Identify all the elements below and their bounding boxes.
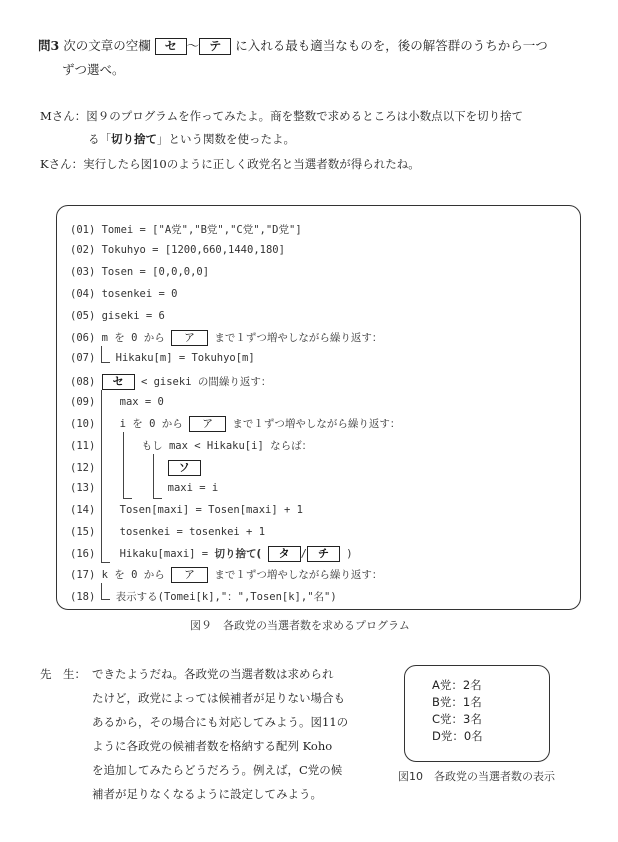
code-line-04: (04) tosenkei = 0 <box>70 288 178 300</box>
blank-a-box-2: ア <box>189 416 226 432</box>
question-text-after: に入れる最も適当なものを，後の解答群のうちから一つ <box>235 38 548 53</box>
blank-a-box-3: ア <box>171 567 208 583</box>
code-06-b: まで１ずつ増やしながら繰り返す： <box>214 332 383 344</box>
loop-bar-08 <box>101 390 110 563</box>
fig10-row-d: D党：0名 <box>432 729 483 743</box>
loop-bar-10 <box>123 432 132 499</box>
code-13: maxi = i <box>167 482 219 494</box>
code-13-no: (13) <box>70 482 96 494</box>
code-line-15 <box>70 526 265 538</box>
code-line-06 <box>70 330 382 346</box>
question-text-before: 次の文章の空欄 <box>63 38 151 53</box>
code-09: max = 0 <box>119 396 164 408</box>
code-line-10 <box>70 416 400 432</box>
code-line-01: (01) Tomei = ["A党","B党","C党","D党"] <box>70 224 302 236</box>
blank-se-box: セ <box>155 38 187 55</box>
teacher-label: 先 生： <box>40 667 86 681</box>
code-11-no: (11) <box>70 440 96 452</box>
loop-bar-06 <box>101 346 110 363</box>
code-line-08 <box>70 374 271 390</box>
code-line-13 <box>70 482 218 494</box>
code-17-b: まで１ずつ増やしながら繰り返す： <box>214 569 383 581</box>
code-16-close: ) <box>346 548 353 560</box>
code-line-12 <box>70 460 201 476</box>
code-line-02: (02) Tokuhyo = [1200,660,1440,180] <box>70 244 285 256</box>
if-bar-11 <box>153 454 162 499</box>
code-12-no: (12) <box>70 462 96 474</box>
code-08-no: (08) <box>70 376 96 388</box>
code-17-a: (17) k を 0 から <box>70 569 165 581</box>
fig10-rows <box>432 677 483 745</box>
fig10-row-a: A党：2名 <box>432 678 482 692</box>
code-11: もし max < Hikaku[i] ならば： <box>141 440 313 452</box>
code-line-03: (03) Tosen = [0,0,0,0] <box>70 266 210 278</box>
code-16-slash: / <box>300 548 307 560</box>
code-10-no: (10) <box>70 418 96 430</box>
code-line-18 <box>70 589 337 604</box>
fig10-row-b: B党：1名 <box>432 695 482 709</box>
blank-se-code-box: セ <box>102 374 135 390</box>
code-07-no: (07) <box>70 352 96 364</box>
m-line2-post: 」という関数を使ったよ。 <box>157 132 295 146</box>
kirisute-bold: 切り捨て <box>111 132 157 146</box>
code-18: 表示する(Tomei[k],"：",Tosen[k],"名") <box>115 591 337 603</box>
code-15: tosenkei = tosenkei + 1 <box>119 526 266 538</box>
question-line-1 <box>38 36 598 56</box>
tilde: 〜 <box>186 38 200 53</box>
code-10-a: i を 0 から <box>119 418 183 430</box>
blank-so-box: ソ <box>168 460 201 476</box>
code-16-a: Hikaku[maxi] = <box>119 548 209 560</box>
code-09-no: (09) <box>70 396 96 408</box>
fig9-caption: 図９ 各政党の当選者数を求めるプログラム <box>190 619 410 632</box>
code-06-a: (06) m を 0 から <box>70 332 165 344</box>
code-line-17 <box>70 567 382 583</box>
k-dialogue-line: Kさん：実行したら図10のように正しく政党名と当選者数が得られたね。 <box>40 157 420 171</box>
code-15-no: (15) <box>70 526 96 538</box>
code-18-no: (18) <box>70 591 96 603</box>
code-08: < giseki の間繰り返す： <box>140 376 272 388</box>
blank-ta-box: タ <box>268 546 301 562</box>
fig10-row-c: C党：3名 <box>432 712 482 726</box>
question-line-2: ずつ選べ。 <box>62 62 125 77</box>
code-14-no: (14) <box>70 504 96 516</box>
code-16-no: (16) <box>70 548 96 560</box>
code-line-09 <box>70 396 164 408</box>
code-line-05: (05) giseki = 6 <box>70 310 165 322</box>
teacher-line-5: を追加してみたらどうだろう。例えば，C党の候 <box>92 763 343 777</box>
question-label: 問3 <box>38 38 60 53</box>
code-07: Hikaku[m] = Tokuhyo[m] <box>115 352 255 364</box>
blank-te-box: テ <box>199 38 231 55</box>
code-14: Tosen[maxi] = Tosen[maxi] + 1 <box>119 504 303 516</box>
teacher-line-2: たけど，政党によっては候補者が足りない場合も <box>92 691 345 705</box>
teacher-line-1: できたようだね。各政党の当選者数は求められ <box>92 667 334 681</box>
m-dialogue-line-2 <box>88 129 295 150</box>
teacher-line-3: あるから，その場合にも対応してみよう。図11の <box>92 715 349 729</box>
teacher-line-6: 補者が足りなくなるように設定してみよう。 <box>92 787 322 801</box>
code-line-16 <box>70 546 353 562</box>
code-10-b: まで１ずつ増やしながら繰り返す： <box>232 418 401 430</box>
loop-bar-17 <box>101 583 110 600</box>
fig10-caption: 図10 各政党の当選者数の表示 <box>398 770 555 783</box>
blank-chi-box: チ <box>307 546 340 562</box>
blank-a-box: ア <box>171 330 208 346</box>
code-line-07 <box>70 352 255 364</box>
m-dialogue-line-1: Mさん：図９のプログラムを作ってみたよ。商を整数で求めるところは小数点以下を切り捨て <box>40 109 524 123</box>
code-16-kirisute: 切り捨て( <box>214 548 262 560</box>
teacher-line-4: ように各政党の候補者数を格納する配列 Koho <box>92 739 333 753</box>
m-line2-pre: る「 <box>88 132 111 146</box>
